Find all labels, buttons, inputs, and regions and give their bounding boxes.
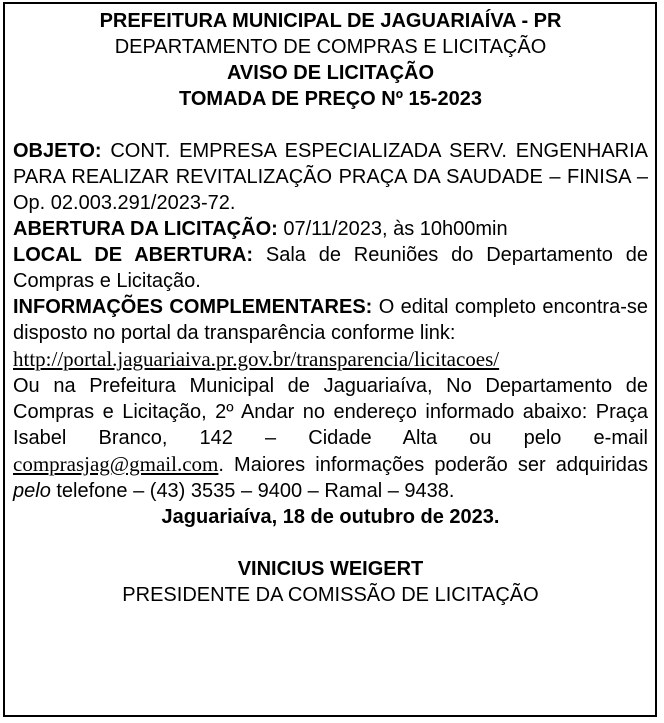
header-line-4: TOMADA DE PREÇO Nº 15-2023 (179, 88, 482, 110)
info-label: INFORMAÇÕES COMPLEMENTARES: (13, 296, 373, 318)
info-paragraph (13, 294, 648, 346)
link-line (13, 346, 648, 373)
header-line-2: DEPARTAMENTO DE COMPRAS E LICITAÇÃO (114, 36, 547, 58)
abertura-paragraph (13, 216, 648, 242)
abertura-label: ABERTURA DA LICITAÇÃO: (13, 218, 278, 240)
spacer-2 (13, 530, 648, 556)
info-italic: pelo (13, 480, 51, 502)
header-line-1: PREFEITURA MUNICIPAL DE JAGUARIAÍVA - PR (99, 10, 562, 32)
local-paragraph (13, 242, 648, 294)
objeto-label: OBJETO: (13, 140, 102, 162)
date-line: Jaguariaíva, 18 de outubro de 2023. (161, 506, 500, 528)
info-text: O edital completo encontra-se disposto no portal da transparência conforme link: (13, 296, 648, 344)
signature-title: PRESIDENTE DA COMISSÃO DE LICITAÇÃO (122, 584, 539, 606)
info-text-2: Ou na Prefeitura Municipal de Jaguariaíva, No Departamento de Compras e Licitação, 2º Andar no endereço informado abaixo: Praça Isabel Branco, 142 – Cidade Alta ou pelo e-mail (13, 375, 648, 449)
info-text-3: . Maiores informações poderão ser adquiridas (218, 454, 648, 476)
transparency-link[interactable]: http://portal.jaguariaiva.pr.gov.br/transparencia/licitacoes/ (13, 347, 500, 371)
spacer (13, 112, 648, 138)
local-text: Sala de Reuniões do Departamento de Compras e Licitação. (13, 244, 648, 292)
objeto-paragraph (13, 138, 648, 216)
info-text-4: telefone – (43) 3535 – 9400 – Ramal – 9438. (50, 480, 455, 502)
objeto-text: CONT. EMPRESA ESPECIALIZADA SERV. ENGENHARIA PARA REALIZAR REVITALIZAÇÃO PRAÇA DA SAUDADE – FINISA – Op. 02.003.291/2023-72. (13, 140, 648, 214)
notice-content (13, 8, 648, 608)
local-label: LOCAL DE ABERTURA: (13, 244, 254, 266)
header-line-3: AVISO DE LICITAÇÃO (226, 62, 435, 84)
signature-name: VINICIUS WEIGERT (237, 558, 424, 580)
info-paragraph-2 (13, 373, 648, 504)
email-link[interactable]: comprasjag@gmail.com (13, 452, 219, 476)
abertura-text: 07/11/2023, às 10h00min (277, 218, 508, 240)
